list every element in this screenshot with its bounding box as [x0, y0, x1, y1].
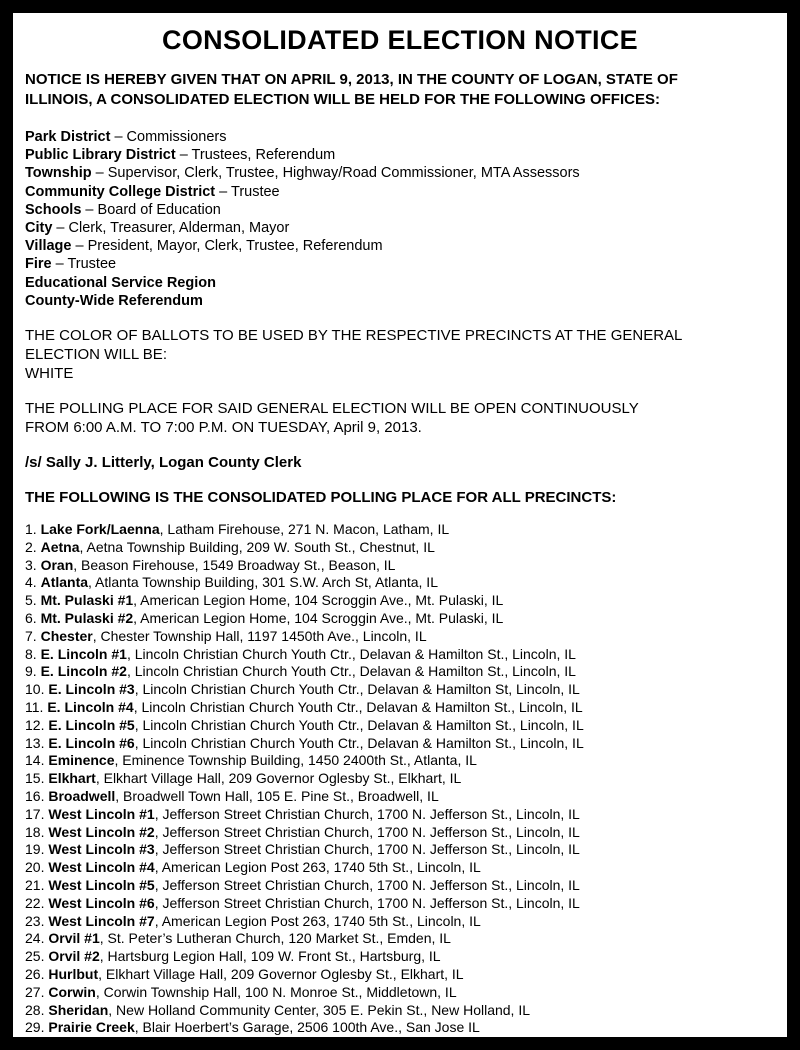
precinct-item	[25, 752, 775, 770]
page-title: CONSOLIDATED ELECTION NOTICE	[162, 25, 638, 55]
precinct-number: 19.	[25, 841, 45, 858]
precinct-number: 5.	[25, 592, 37, 609]
office-detail: – Supervisor, Clerk, Trustee, Highway/Road Commissioner, MTA Assessors	[91, 165, 580, 182]
precinct-number: 25.	[25, 948, 45, 965]
precinct-item	[25, 1019, 775, 1037]
precinct-item	[25, 557, 775, 575]
precinct-name: Elkhart	[48, 770, 96, 787]
precinct-name: Mt. Pulaski #2	[40, 610, 134, 627]
office-detail: – Clerk, Treasurer, Alderman, Mayor	[52, 220, 290, 237]
precinct-name: E. Lincoln #4	[47, 699, 134, 715]
office-label: Township	[25, 165, 92, 182]
office-detail: – Trustee	[215, 183, 280, 200]
precinct-address: , Hartsburg Legion Hall, 109 W. Front St., Hartsburg, IL	[99, 948, 441, 965]
precinct-item	[25, 841, 775, 859]
office-label: County-Wide Referendum	[25, 292, 203, 309]
precinct-number: 9.	[25, 663, 37, 680]
precinct-item	[25, 770, 775, 788]
precinct-item	[25, 788, 775, 806]
precinct-item	[25, 948, 775, 966]
intro-paragraph	[25, 70, 775, 110]
precinct-address: , St. Peter’s Lutheran Church, 120 Market St., Emden, IL	[99, 930, 451, 947]
precinct-name: E. Lincoln #1	[40, 645, 127, 662]
precinct-number: 13.	[25, 734, 45, 751]
precinct-address: , American Legion Home, 104 Scroggin Ave., Mt. Pulaski, IL	[133, 610, 504, 627]
precinct-name: West Lincoln #5	[48, 876, 155, 893]
precinct-number: 17.	[25, 805, 45, 822]
precinct-number: 27.	[25, 983, 45, 1000]
office-label: Park District	[25, 129, 111, 145]
precinct-name: Orvil #1	[48, 930, 100, 947]
office-label: Public Library District	[25, 147, 176, 164]
precinct-number: 15.	[25, 770, 45, 787]
precinct-address: , Lincoln Christian Church Youth Ctr., Delavan & Hamilton St., Lincoln, IL	[134, 734, 584, 751]
precinct-item	[25, 646, 775, 664]
precinct-item	[25, 717, 775, 735]
precinct-name: West Lincoln #4	[48, 859, 155, 876]
precinct-address: , Blair Hoerbert’s Garage, 2506 100th Ave., San Jose IL	[134, 1019, 480, 1036]
precinct-item	[25, 824, 775, 842]
precinct-number: 29.	[25, 1019, 45, 1036]
offices-list	[25, 128, 775, 310]
office-item	[25, 183, 775, 201]
precinct-number: 11.	[25, 699, 44, 715]
precinct-number: 23.	[25, 912, 45, 929]
office-label: Schools	[25, 201, 82, 218]
precinct-address: , Lincoln Christian Church Youth Ctr., Delavan & Hamilton St., Lincoln, IL	[126, 645, 576, 662]
office-item	[25, 274, 775, 292]
precinct-name: Aetna	[40, 538, 80, 555]
polling-hours-line: THE POLLING PLACE FOR SAID GENERAL ELECTION WILL BE OPEN CONTINUOUSLY	[25, 400, 639, 418]
precinct-address: , Jefferson Street Christian Church, 1700 N. Jefferson St., Lincoln, IL	[154, 841, 580, 858]
precinct-item	[25, 663, 775, 681]
precinct-address: , Aetna Township Building, 209 W. South St., Chestnut, IL	[79, 538, 435, 555]
precinct-address: , Jefferson Street Christian Church, 1700 N. Jefferson St., Lincoln, IL	[154, 894, 580, 911]
precinct-item	[25, 806, 775, 824]
office-item	[25, 237, 775, 255]
office-label: Community College District	[25, 183, 216, 200]
precinct-name: Hurlbut	[48, 965, 99, 982]
precinct-item	[25, 574, 775, 592]
precincts-list	[25, 521, 775, 1037]
precinct-name: Orvil #2	[48, 948, 100, 965]
precinct-number: 1.	[25, 521, 37, 538]
precinct-number: 24.	[25, 930, 45, 947]
office-detail: – Trustees, Referendum	[175, 147, 336, 164]
precinct-number: 4.	[25, 574, 37, 591]
office-label: Fire	[25, 256, 52, 273]
precinct-name: E. Lincoln #2	[40, 663, 127, 680]
precinct-number: 10.	[25, 681, 45, 698]
office-detail: – Board of Education	[81, 201, 221, 218]
precinct-item	[25, 930, 775, 948]
precinct-item	[25, 966, 775, 984]
ballot-color-value: WHITE	[25, 365, 74, 383]
clerk-signature: /s/ Sally J. Litterly, Logan County Clerk	[25, 454, 302, 472]
precinct-name: Oran	[40, 556, 74, 573]
ballot-color-line: THE COLOR OF BALLOTS TO BE USED BY THE RESPECTIVE PRECINCTS AT THE GENERAL	[25, 327, 683, 345]
precinct-name: Atlanta	[40, 574, 89, 591]
precinct-name: Prairie Creek	[48, 1019, 135, 1036]
intro-line: NOTICE IS HEREBY GIVEN THAT ON APRIL 9, 2013, IN THE COUNTY OF LOGAN, STATE OF	[25, 71, 678, 88]
precinct-address: , Latham Firehouse, 271 N. Macon, Latham, IL	[159, 521, 450, 538]
precinct-number: 28.	[25, 1001, 45, 1018]
precinct-address: , Broadwell Town Hall, 105 E. Pine St., Broadwell, IL	[115, 787, 439, 804]
precinct-item	[25, 539, 775, 557]
precinct-number: 22.	[25, 894, 45, 911]
precinct-item	[25, 913, 775, 931]
precinct-address: , Jefferson Street Christian Church, 1700 N. Jefferson St., Lincoln, IL	[154, 823, 580, 840]
polling-hours-paragraph	[25, 399, 775, 437]
precinct-name: Chester	[40, 627, 93, 644]
precinct-item	[25, 877, 775, 895]
precinct-number: 16.	[25, 787, 45, 804]
precinct-name: E. Lincoln #6	[48, 734, 135, 751]
precinct-address: , Beason Firehouse, 1549 Broadway St., Beason, IL	[73, 556, 396, 573]
precinct-address: , Corwin Township Hall, 100 N. Monroe St., Middletown, IL	[95, 983, 457, 1000]
precinct-name: West Lincoln #6	[48, 894, 155, 911]
precinct-name: Sheridan	[48, 1001, 109, 1018]
precinct-address: , Jefferson Street Christian Church, 1700 N. Jefferson St., Lincoln, IL	[154, 805, 580, 822]
precinct-number: 20.	[25, 859, 45, 876]
precinct-number: 21.	[25, 876, 45, 893]
precinct-address: , American Legion Post 263, 1740 5th St., Lincoln, IL	[154, 912, 481, 929]
precinct-address: , Jefferson Street Christian Church, 1700 N. Jefferson St., Lincoln, IL	[154, 876, 580, 893]
precinct-number: 7.	[25, 627, 37, 644]
precinct-item	[25, 592, 775, 610]
office-label: Educational Service Region	[25, 274, 216, 291]
precinct-number: 18.	[25, 823, 45, 840]
office-detail: – Commissioners	[110, 129, 227, 145]
office-item	[25, 164, 775, 182]
precinct-address: , Elkhart Village Hall, 209 Governor Oglesby St., Elkhart, IL	[98, 965, 464, 982]
precinct-address: , Lincoln Christian Church Youth Ctr., Delavan & Hamilton St., Lincoln, IL	[126, 663, 576, 680]
precinct-item	[25, 895, 775, 913]
precinct-address: , American Legion Home, 104 Scroggin Ave., Mt. Pulaski, IL	[133, 592, 504, 609]
office-item	[25, 255, 775, 273]
precinct-item	[25, 984, 775, 1002]
ballot-color-line: ELECTION WILL BE:	[25, 346, 167, 364]
precinct-item	[25, 628, 775, 646]
precinct-address: , Lincoln Christian Church Youth Ctr., Delavan & Hamilton St., Lincoln, IL	[134, 716, 584, 733]
precinct-address: , Eminence Township Building, 1450 2400th St., Atlanta, IL	[114, 752, 477, 769]
precinct-address: , New Holland Community Center, 305 E. Pekin St., New Holland, IL	[108, 1001, 531, 1018]
office-detail: – Trustee	[51, 256, 117, 273]
precinct-number: 14.	[25, 752, 45, 769]
precinct-item	[25, 610, 775, 628]
precinct-name: West Lincoln #3	[48, 841, 155, 858]
precinct-number: 3.	[25, 556, 37, 573]
precinct-address: , American Legion Post 263, 1740 5th St., Lincoln, IL	[154, 859, 481, 876]
precinct-address: , Lincoln Christian Church Youth Ctr., Delavan & Hamilton St., Lincoln, IL	[133, 699, 583, 715]
office-item	[25, 219, 775, 237]
precinct-number: 6.	[25, 610, 37, 627]
precinct-item	[25, 521, 775, 539]
office-item	[25, 128, 775, 146]
precinct-name: Corwin	[48, 983, 96, 1000]
ballot-color-paragraph	[25, 326, 775, 383]
polling-hours-line: FROM 6:00 A.M. TO 7:00 P.M. ON TUESDAY, April 9, 2013.	[25, 419, 422, 437]
precinct-name: West Lincoln #1	[48, 805, 155, 822]
precinct-item	[25, 699, 775, 717]
precinct-name: Eminence	[48, 752, 115, 769]
intro-line: ILLINOIS, A CONSOLIDATED ELECTION WILL BE HELD FOR THE FOLLOWING OFFICES:	[25, 91, 660, 108]
precinct-name: West Lincoln #2	[48, 823, 155, 840]
precincts-heading: THE FOLLOWING IS THE CONSOLIDATED POLLING PLACE FOR ALL PRECINCTS:	[25, 489, 617, 507]
office-item	[25, 146, 775, 164]
office-item	[25, 201, 775, 219]
precinct-address: , Lincoln Christian Church Youth Ctr., Delavan & Hamilton St, Lincoln, IL	[134, 681, 580, 698]
precinct-number: 26.	[25, 965, 45, 982]
precinct-address: , Atlanta Township Building, 301 S.W. Arch St, Atlanta, IL	[88, 574, 438, 591]
precinct-address: , Chester Township Hall, 1197 1450th Ave., Lincoln, IL	[92, 627, 427, 644]
precinct-name: E. Lincoln #5	[48, 716, 135, 733]
precinct-number: 12.	[25, 716, 45, 733]
precinct-name: West Lincoln #7	[48, 912, 155, 929]
precinct-name: Broadwell	[48, 787, 116, 804]
office-item	[25, 292, 775, 310]
office-label: Village	[25, 238, 72, 255]
precinct-name: Mt. Pulaski #1	[40, 592, 134, 609]
precinct-number: 2.	[25, 538, 37, 555]
precinct-item	[25, 735, 775, 753]
precinct-name: E. Lincoln #3	[48, 681, 135, 698]
precinct-item	[25, 1002, 775, 1020]
precinct-name: Lake Fork/Laenna	[40, 521, 160, 538]
precinct-number: 8.	[25, 645, 37, 662]
precinct-address: , Elkhart Village Hall, 209 Governor Oglesby St., Elkhart, IL	[95, 770, 462, 787]
precinct-item	[25, 681, 775, 699]
office-label: City	[25, 220, 53, 237]
office-detail: – President, Mayor, Clerk, Trustee, Referendum	[71, 238, 383, 255]
precinct-item	[25, 859, 775, 877]
